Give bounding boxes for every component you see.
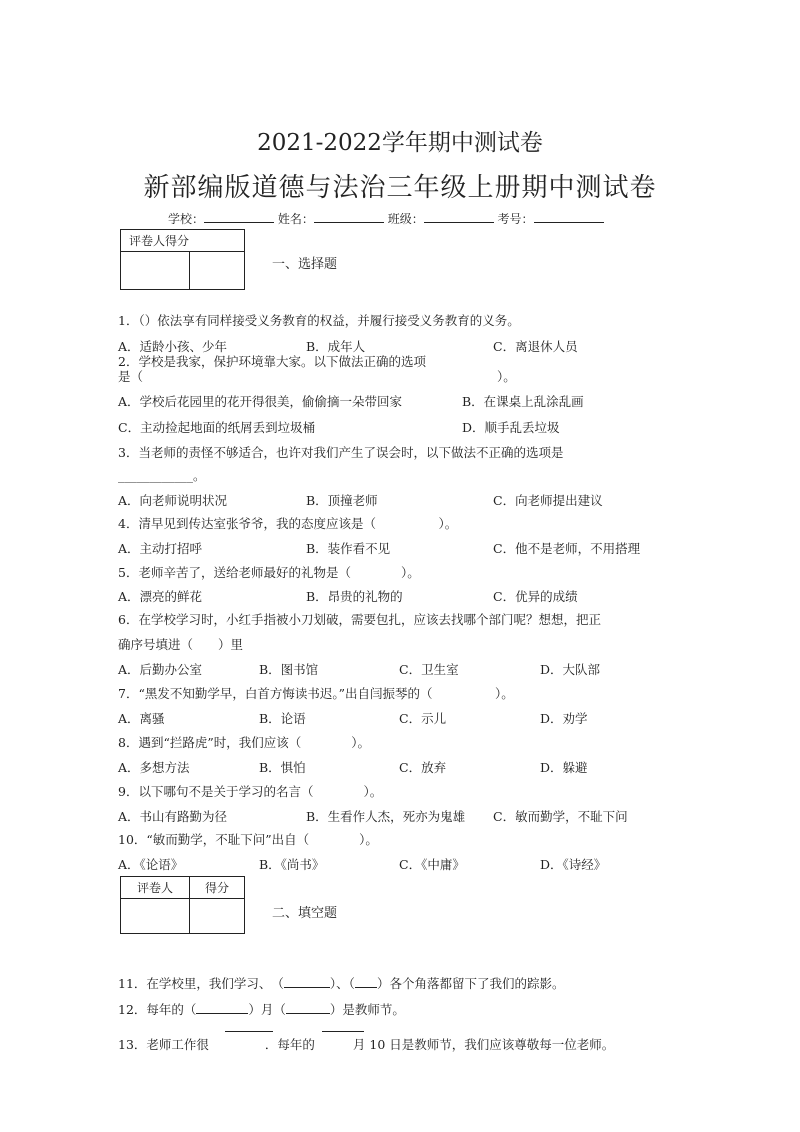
score-cell-2[interactable] (190, 899, 245, 934)
q7-option-d[interactable]: D．劝学 (540, 711, 588, 726)
q3-option-b[interactable]: B．顶撞老师 (306, 493, 378, 508)
q5-option-c[interactable]: C．优异的成绩 (493, 589, 578, 604)
exam-no-label: 考号： (497, 212, 534, 226)
exam-no-blank[interactable] (534, 212, 604, 223)
section1-title: 一、选择题 (272, 257, 338, 272)
q12-blank-2[interactable] (286, 1001, 330, 1014)
q11-blank-1[interactable] (284, 975, 330, 988)
q9-option-a[interactable]: A．书山有路勤为径 (118, 809, 228, 824)
q10-option-b[interactable]: B．《尚书》 (259, 857, 325, 872)
class-blank[interactable] (424, 212, 494, 223)
q2-option-a[interactable]: A．学校后花园里的花开得很美，偷偷摘一朵带回家 (118, 394, 403, 409)
exam-subtitle: 新部编版道德与法治三年级上册期中测试卷 (143, 173, 657, 203)
q8-option-d[interactable]: D．躲避 (540, 760, 588, 775)
q2-line1: 2．学校是我家，保护环境靠大家。以下做法正确的选项 (118, 354, 426, 369)
q2-option-c[interactable]: C．主动捡起地面的纸屑丢到垃圾桶 (118, 420, 316, 435)
q1-option-b[interactable]: B．成年人 (306, 339, 366, 354)
grade-table-2-score-header: 得分 (190, 877, 245, 899)
q1-text: 1．（）依法享有同样接受义务教育的权益，并履行接受义务教育的义务。 (118, 313, 520, 328)
grade-table-2 (120, 876, 245, 934)
q6-option-b[interactable]: B．图书馆 (259, 662, 319, 677)
q6-line2: 确序号填进（ ）里 (118, 637, 244, 652)
grade-table-1 (120, 229, 245, 290)
q3-line1: 3．当老师的责怪不够适合，也许对我们产生了误会时，以下做法不正确的选项是 (118, 445, 564, 460)
q12 (118, 1000, 405, 1018)
q6-option-a[interactable]: A．后勤办公室 (118, 662, 203, 677)
student-info-row (168, 210, 604, 227)
name-blank[interactable] (314, 212, 384, 223)
q4-text: 4．清早见到传达室张爷爷，我的态度应该是（ ）。 (118, 516, 458, 531)
q4-option-c[interactable]: C．他不是老师，不用搭理 (493, 541, 641, 556)
q8-option-b[interactable]: B．惧怕 (259, 760, 306, 775)
q11 (118, 974, 564, 992)
q9-option-b[interactable]: B．生看作人杰，死亦为鬼雄 (306, 809, 466, 824)
q12-blank-1[interactable] (196, 1001, 248, 1014)
q3-option-c[interactable]: C．向老师提出建议 (493, 493, 603, 508)
name-label: 姓名： (277, 212, 314, 226)
q2-line2-pre: 是（ (118, 369, 144, 384)
q10-option-d[interactable]: D．《诗经》 (540, 857, 607, 872)
q9-text: 9．以下哪句不是关于学习的名言（ ）。 (118, 784, 383, 799)
q4-option-a[interactable]: A．主动打招呼 (118, 541, 203, 556)
q2-line2-post: ）。 (497, 369, 516, 384)
grader-cell[interactable] (121, 252, 190, 290)
exam-title: 2021-2022学年期中测试卷 (257, 130, 543, 156)
q7-option-b[interactable]: B．论语 (259, 711, 306, 726)
q11-mid: ）、（ (329, 976, 355, 991)
q6-option-c[interactable]: C．卫生室 (399, 662, 459, 677)
q12-post: ）是教师节。 (329, 1002, 405, 1017)
q8-option-c[interactable]: C．放弃 (399, 760, 447, 775)
q2-option-d[interactable]: D．顺手乱丢垃圾 (462, 420, 560, 435)
q13-blank-2[interactable] (322, 1031, 364, 1032)
q8-option-a[interactable]: A．多想方法 (118, 760, 190, 775)
grade-table-2-grader-header: 评卷人 (121, 877, 190, 899)
q6-option-d[interactable]: D．大队部 (540, 662, 601, 677)
score-cell[interactable] (190, 252, 245, 290)
q5-option-a[interactable]: A．漂亮的鲜花 (118, 589, 203, 604)
school-blank[interactable] (204, 212, 274, 223)
grader-cell-2[interactable] (121, 899, 190, 934)
q11-pre: 11．在学校里，我们学习、 （ (118, 976, 284, 991)
q7-text: 7．“黑发不知勤学早，白首方悔读书迟。”出自闫振琴的（ ）。 (118, 686, 514, 701)
q13-mid: ．每年的 (264, 1037, 315, 1052)
q5-option-b[interactable]: B．昂贵的礼物的 (306, 589, 403, 604)
q10-option-a[interactable]: A．《论语》 (118, 857, 184, 872)
q13-pre: 13．老师工作很 (118, 1037, 209, 1052)
q7-option-a[interactable]: A．离骚 (118, 711, 165, 726)
q3-line2: ____________。 (118, 468, 206, 483)
grade-table-1-header: 评卷人得分 (121, 230, 245, 252)
q1-option-c[interactable]: C．离退休人员 (493, 339, 578, 354)
q10-text: 10．“敏而勤学，不耻下问”出自（ ）。 (118, 832, 378, 847)
q2-option-b[interactable]: B．在课桌上乱涂乱画 (462, 394, 584, 409)
q13 (118, 1035, 614, 1053)
q11-post: ）各个角落都留下了我们的踪影。 (376, 976, 565, 991)
q7-option-c[interactable]: C．示儿 (399, 711, 447, 726)
q8-text: 8．遇到“拦路虎”时，我们应该（ ）。 (118, 735, 370, 750)
q13-blank-1[interactable] (225, 1031, 273, 1032)
q6-line1: 6．在学校学习时，小红手指被小刀划破，需要包扎，应该去找哪个部门呢？想想，把正 (118, 612, 601, 627)
school-label: 学校： (168, 212, 205, 226)
q4-option-b[interactable]: B．装作看不见 (306, 541, 391, 556)
q12-pre: 12．每年的（ (118, 1002, 197, 1017)
class-label: 班级： (387, 212, 424, 226)
q1-option-a[interactable]: A．适龄小孩、少年 (118, 339, 228, 354)
q3-option-a[interactable]: A．向老师说明状况 (118, 493, 228, 508)
q11-blank-2[interactable] (355, 975, 377, 988)
q9-option-c[interactable]: C．敏而勤学，不耻下问 (493, 809, 628, 824)
q12-mid: ）月（ (248, 1002, 286, 1017)
q10-option-c[interactable]: C．《中庸》 (399, 857, 465, 872)
q13-post: 月 10 日是教师节，我们应该尊敬每一位老师。 (352, 1037, 615, 1052)
q5-text: 5．老师辛苦了，送给老师最好的礼物是（ ）。 (118, 565, 420, 580)
section2-title: 二、填空题 (272, 906, 338, 921)
